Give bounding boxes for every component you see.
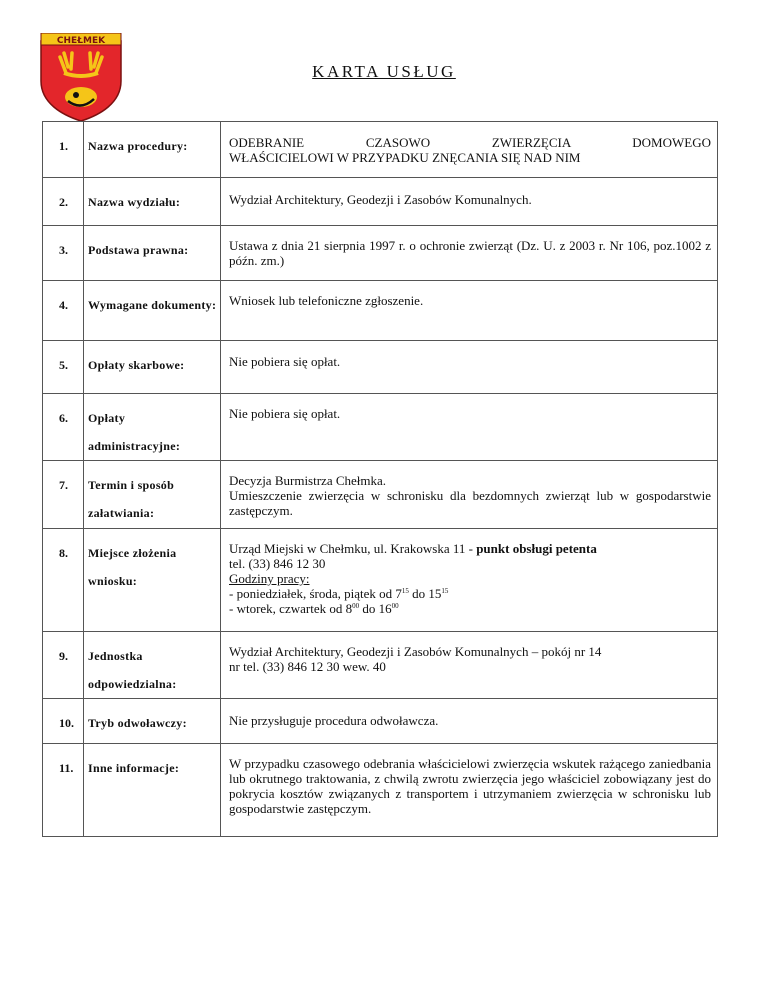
row-label: Miejsce złożenia wniosku: (84, 529, 221, 632)
row-value (221, 529, 718, 632)
table-row (43, 122, 718, 178)
row-label: Podstawa prawna: (84, 226, 221, 281)
table-row (43, 632, 718, 699)
table-row (43, 341, 718, 394)
row-number: 3. (43, 226, 84, 281)
procedure-name-line2: WŁAŚCICIELOWI W PRZYPADKU ZNĘCANIA SIĘ NAD NIM (229, 150, 581, 165)
row-number: 11. (43, 744, 84, 837)
table-row (43, 226, 718, 281)
row-value: Wniosek lub telefoniczne zgłoszenie. (221, 281, 718, 341)
department-phone: nr tel. (33) 846 12 30 wew. 40 (229, 659, 386, 674)
department-room: Wydział Architektury, Geodezji i Zasobów Komunalnych – pokój nr 14 (229, 644, 602, 659)
decision-text: Decyzja Burmistrza Chełmka. (229, 473, 387, 488)
services-table (42, 121, 718, 837)
office-address: Urząd Miejski w Chełmku, ul. Krakowska 11 - punkt obsługi petenta (229, 541, 597, 556)
row-label: Opłaty administracyjne: (84, 394, 221, 461)
hours-heading: Godziny pracy: (229, 571, 310, 586)
table-row (43, 461, 718, 529)
crest-lettering: CHEŁMEK (56, 36, 106, 46)
table-row (43, 529, 718, 632)
row-value: Nie pobiera się opłat. (221, 341, 718, 394)
row-number: 10. (43, 699, 84, 744)
table-row (43, 178, 718, 226)
row-value: Nie pobiera się opłat. (221, 394, 718, 461)
row-value: W przypadku czasowego odebrania właścicielowi zwierzęcia wskutek rażącego zaniedbania lub okrutnego traktowania, z chwilą zwrotu zwierzęcia jego właściciel zobowiązany jest do pokrycia kosztów związanych z transportem i utrzymaniem zwierzęcia w schronisku lub gospodarstwie zastępczym. (221, 744, 718, 837)
row-label: Jednostka odpowiedzialna: (84, 632, 221, 699)
row-label: Nazwa procedury: (84, 122, 221, 178)
row-number: 4. (43, 281, 84, 341)
row-label: Termin i sposób załatwiania: (84, 461, 221, 529)
row-value (221, 461, 718, 529)
placement-text: Umieszczenie zwierzęcia w schronisku dla bezdomnych zwierząt lub w gospodarstwie zastępczym. (229, 488, 711, 518)
row-number: 1. (43, 122, 84, 178)
table-row (43, 394, 718, 461)
row-label: Tryb odwoławczy: (84, 699, 221, 744)
row-value (221, 632, 718, 699)
row-value: Nie przysługuje procedura odwoławcza. (221, 699, 718, 744)
row-value: Wydział Architektury, Geodezji i Zasobów Komunalnych. (221, 178, 718, 226)
row-number: 8. (43, 529, 84, 632)
row-number: 9. (43, 632, 84, 699)
row-label: Wymagane dokumenty: (84, 281, 221, 341)
procedure-name-line1: ODEBRANIE CZASOWO ZWIERZĘCIA DOMOWEGO (229, 135, 711, 150)
office-phone: tel. (33) 846 12 30 (229, 556, 326, 571)
row-number: 7. (43, 461, 84, 529)
row-number: 5. (43, 341, 84, 394)
table-row (43, 699, 718, 744)
page-title: KARTA USŁUG (312, 62, 456, 81)
service-point-label: punkt obsługi petenta (476, 541, 597, 556)
row-label: Nazwa wydziału: (84, 178, 221, 226)
row-number: 2. (43, 178, 84, 226)
hours-mon-wed-fri: - poniedziałek, środa, piątek od $7^{15}$ do $15^{15}$ (229, 586, 449, 601)
row-value: Ustawa z dnia 21 sierpnia 1997 r. o ochronie zwierząt (Dz. U. z 2003 r. Nr 106, poz.1002 z późn. zm.) (221, 226, 718, 281)
table-row (43, 744, 718, 837)
hours-tue-thu: - wtorek, czwartek od $8^{00}$ do $16^{00}$ (229, 601, 399, 616)
row-number: 6. (43, 394, 84, 461)
row-label: Inne informacje: (84, 744, 221, 837)
row-label: Opłaty skarbowe: (84, 341, 221, 394)
table-row (43, 281, 718, 341)
row-value (221, 122, 718, 178)
